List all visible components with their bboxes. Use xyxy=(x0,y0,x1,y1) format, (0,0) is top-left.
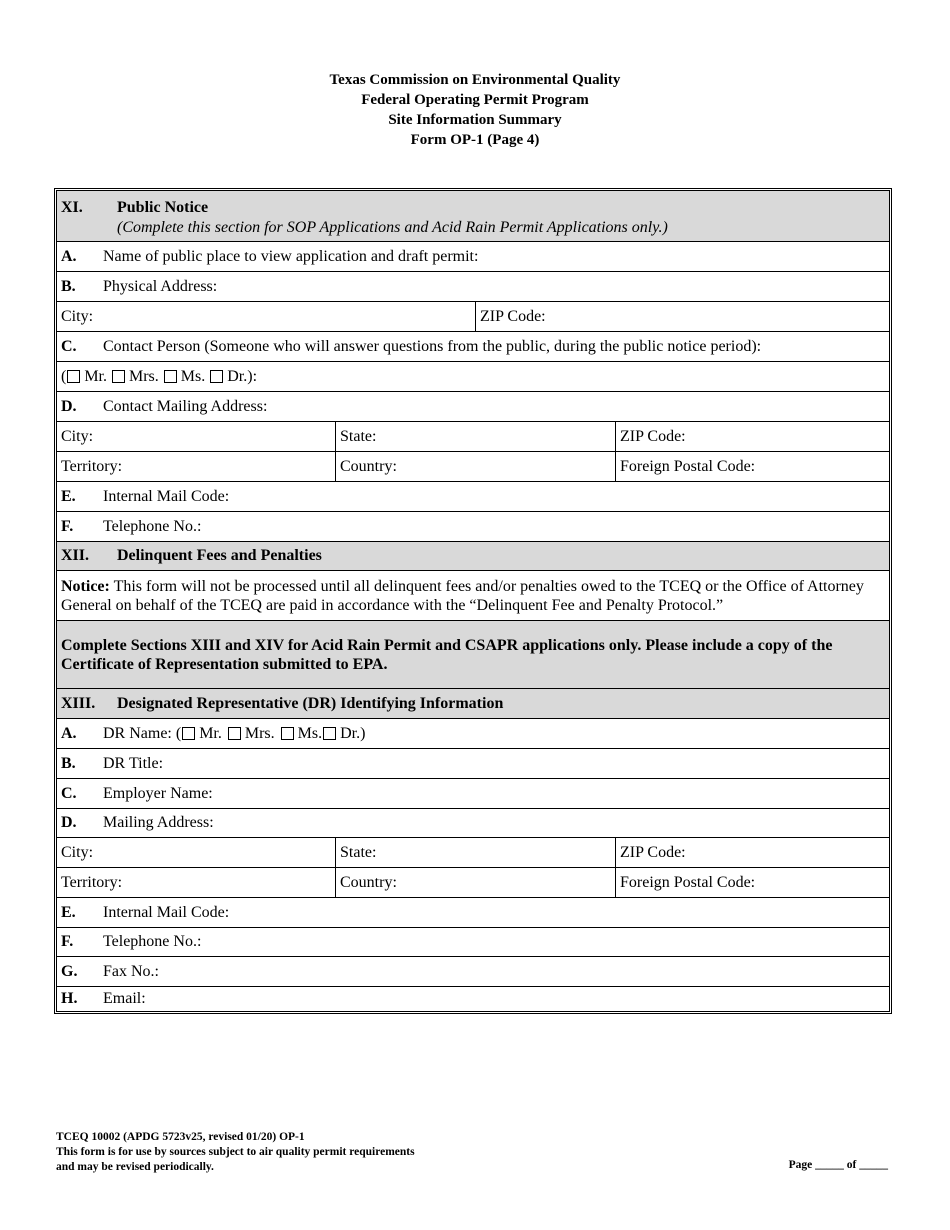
foreign-postal-label: Foreign Postal Code: xyxy=(620,457,756,475)
physical-address-label: Physical Address: xyxy=(103,277,218,295)
item-letter: C. xyxy=(61,784,77,802)
summary-title: Site Information Summary xyxy=(388,112,562,128)
paren: ( xyxy=(61,367,67,385)
section-xiii-header xyxy=(57,689,889,719)
city-field[interactable] xyxy=(57,302,476,331)
employer-name-label: Employer Name: xyxy=(103,784,213,802)
item-letter: E. xyxy=(61,487,76,505)
section-xi-header xyxy=(57,191,889,242)
mrs-checkbox[interactable] xyxy=(228,727,241,740)
email-label: Email: xyxy=(103,990,146,1007)
mr-label: Mr. xyxy=(84,367,107,385)
telephone-row[interactable] xyxy=(57,928,889,957)
section-number: XII. xyxy=(61,547,90,564)
section-subtitle: (Complete this section for SOP Applications and Acid Rain Permit Applications only.) xyxy=(117,219,668,236)
internal-mail-row[interactable] xyxy=(57,482,889,512)
form-usage-note: This form is for use by sources subject to air quality permit requirements xyxy=(56,1146,415,1158)
section-title: Public Notice xyxy=(117,199,209,216)
instruction-text: Complete Sections XIII and XIV for Acid Rain Permit and CSAPR applications only. Please include a copy of the Certificate of Representation submitted to EPA. xyxy=(61,636,833,673)
item-letter: A. xyxy=(61,724,77,742)
email-row[interactable] xyxy=(57,987,889,1011)
territory-field[interactable] xyxy=(57,868,336,897)
state-field[interactable] xyxy=(336,422,616,451)
item-letter: B. xyxy=(61,277,76,295)
form-header xyxy=(0,70,950,150)
contact-person-row xyxy=(57,332,889,362)
dr-checkbox[interactable] xyxy=(323,727,336,740)
agency-title: Texas Commission on Environmental Quality xyxy=(329,72,621,88)
city-field[interactable] xyxy=(57,422,336,451)
item-letter: C. xyxy=(61,337,77,355)
instruction-row xyxy=(57,621,889,689)
form-revision-note: and may be revised periodically. xyxy=(56,1161,214,1173)
contact-mailing-label: Contact Mailing Address: xyxy=(103,397,268,415)
state-field[interactable] xyxy=(336,838,616,867)
city-state-zip-row xyxy=(57,422,889,452)
mrs-checkbox[interactable] xyxy=(112,370,125,383)
foreign-postal-field[interactable] xyxy=(616,452,755,481)
dr-name-label: DR Name: ( xyxy=(103,724,182,742)
territory-country-row xyxy=(57,452,889,482)
ms-label: Ms. xyxy=(297,724,323,742)
section-number: XI. xyxy=(61,199,83,216)
dr-name-row xyxy=(57,719,889,749)
item-letter: F. xyxy=(61,933,74,950)
section-xii-header xyxy=(57,542,889,571)
physical-address-row[interactable] xyxy=(57,272,889,302)
zip-field[interactable] xyxy=(616,422,686,451)
section-title: Delinquent Fees and Penalties xyxy=(117,547,322,564)
territory-field[interactable] xyxy=(57,452,336,481)
ms-checkbox[interactable] xyxy=(164,370,177,383)
program-title: Federal Operating Permit Program xyxy=(361,92,589,108)
form-page-title: Form OP-1 (Page 4) xyxy=(410,132,540,148)
city-label: City: xyxy=(61,843,94,861)
zip-label: ZIP Code: xyxy=(620,427,686,445)
item-letter: D. xyxy=(61,814,77,831)
telephone-row[interactable] xyxy=(57,512,889,542)
telephone-label: Telephone No.: xyxy=(103,517,202,535)
state-label: State: xyxy=(340,427,377,445)
item-letter: G. xyxy=(61,962,78,980)
city-label: City: xyxy=(61,427,94,445)
dr-title-label: DR Title: xyxy=(103,754,164,772)
item-letter: F. xyxy=(61,517,74,535)
public-place-row[interactable] xyxy=(57,242,889,272)
section-title: Designated Representative (DR) Identifying Information xyxy=(117,694,504,712)
city-state-zip-row xyxy=(57,838,889,868)
fax-row[interactable] xyxy=(57,957,889,987)
country-label: Country: xyxy=(340,457,397,475)
item-letter: B. xyxy=(61,754,76,772)
form-footer xyxy=(56,1130,415,1175)
zip-field[interactable] xyxy=(476,302,546,331)
country-field[interactable] xyxy=(336,452,616,481)
country-field[interactable] xyxy=(336,868,616,897)
territory-label: Territory: xyxy=(61,457,123,475)
telephone-label: Telephone No.: xyxy=(103,933,202,950)
form-id: TCEQ 10002 (APDG 5723v25, revised 01/20) OP-1 xyxy=(56,1131,305,1143)
country-label: Country: xyxy=(340,873,397,891)
item-letter: A. xyxy=(61,247,77,265)
notice-label: Notice: xyxy=(61,577,110,595)
notice-text: This form will not be processed until all delinquent fees and/or penalties owed to the TCEQ or the Office of Attorney General on behalf of the TCEQ are paid in accordance with the “Delinquent Fee and Penalty Protocol.” xyxy=(61,577,864,614)
fax-label: Fax No.: xyxy=(103,962,159,980)
foreign-postal-field[interactable] xyxy=(616,868,755,897)
dr-checkbox[interactable] xyxy=(210,370,223,383)
zip-label: ZIP Code: xyxy=(480,307,546,325)
city-label: City: xyxy=(61,307,94,325)
mailing-address-row[interactable] xyxy=(57,809,889,838)
notice-row xyxy=(57,571,889,621)
dr-label: Dr.) xyxy=(340,724,366,742)
city-field[interactable] xyxy=(57,838,336,867)
mrs-label: Mrs. xyxy=(244,724,275,742)
mr-checkbox[interactable] xyxy=(67,370,80,383)
item-letter: D. xyxy=(61,397,77,415)
territory-label: Territory: xyxy=(61,873,123,891)
contact-person-label: Contact Person (Someone who will answer questions from the public, during the public notice period): xyxy=(103,337,762,355)
item-letter: E. xyxy=(61,903,76,921)
item-letter: H. xyxy=(61,990,78,1007)
internal-mail-row[interactable] xyxy=(57,898,889,928)
foreign-postal-label: Foreign Postal Code: xyxy=(620,873,756,891)
zip-label: ZIP Code: xyxy=(620,843,686,861)
internal-mail-label: Internal Mail Code: xyxy=(103,487,230,505)
city-zip-row xyxy=(57,302,889,332)
territory-country-row xyxy=(57,868,889,898)
dr-label: Dr.): xyxy=(227,367,258,385)
internal-mail-label: Internal Mail Code: xyxy=(103,903,230,921)
page-number: Page _____ of _____ xyxy=(788,1159,888,1171)
public-place-label: Name of public place to view application and draft permit: xyxy=(103,247,479,265)
state-label: State: xyxy=(340,843,377,861)
dr-title-row[interactable] xyxy=(57,749,889,779)
ms-label: Ms. xyxy=(180,367,206,385)
ms-checkbox[interactable] xyxy=(281,727,294,740)
form-table xyxy=(54,188,892,1014)
mailing-address-label: Mailing Address: xyxy=(103,814,214,831)
mr-label: Mr. xyxy=(199,724,222,742)
salutation-row xyxy=(57,362,889,392)
contact-mailing-row[interactable] xyxy=(57,392,889,422)
section-number: XIII. xyxy=(61,694,96,712)
employer-name-row[interactable] xyxy=(57,779,889,809)
mrs-label: Mrs. xyxy=(129,367,159,385)
mr-checkbox[interactable] xyxy=(182,727,195,740)
zip-field[interactable] xyxy=(616,838,686,867)
